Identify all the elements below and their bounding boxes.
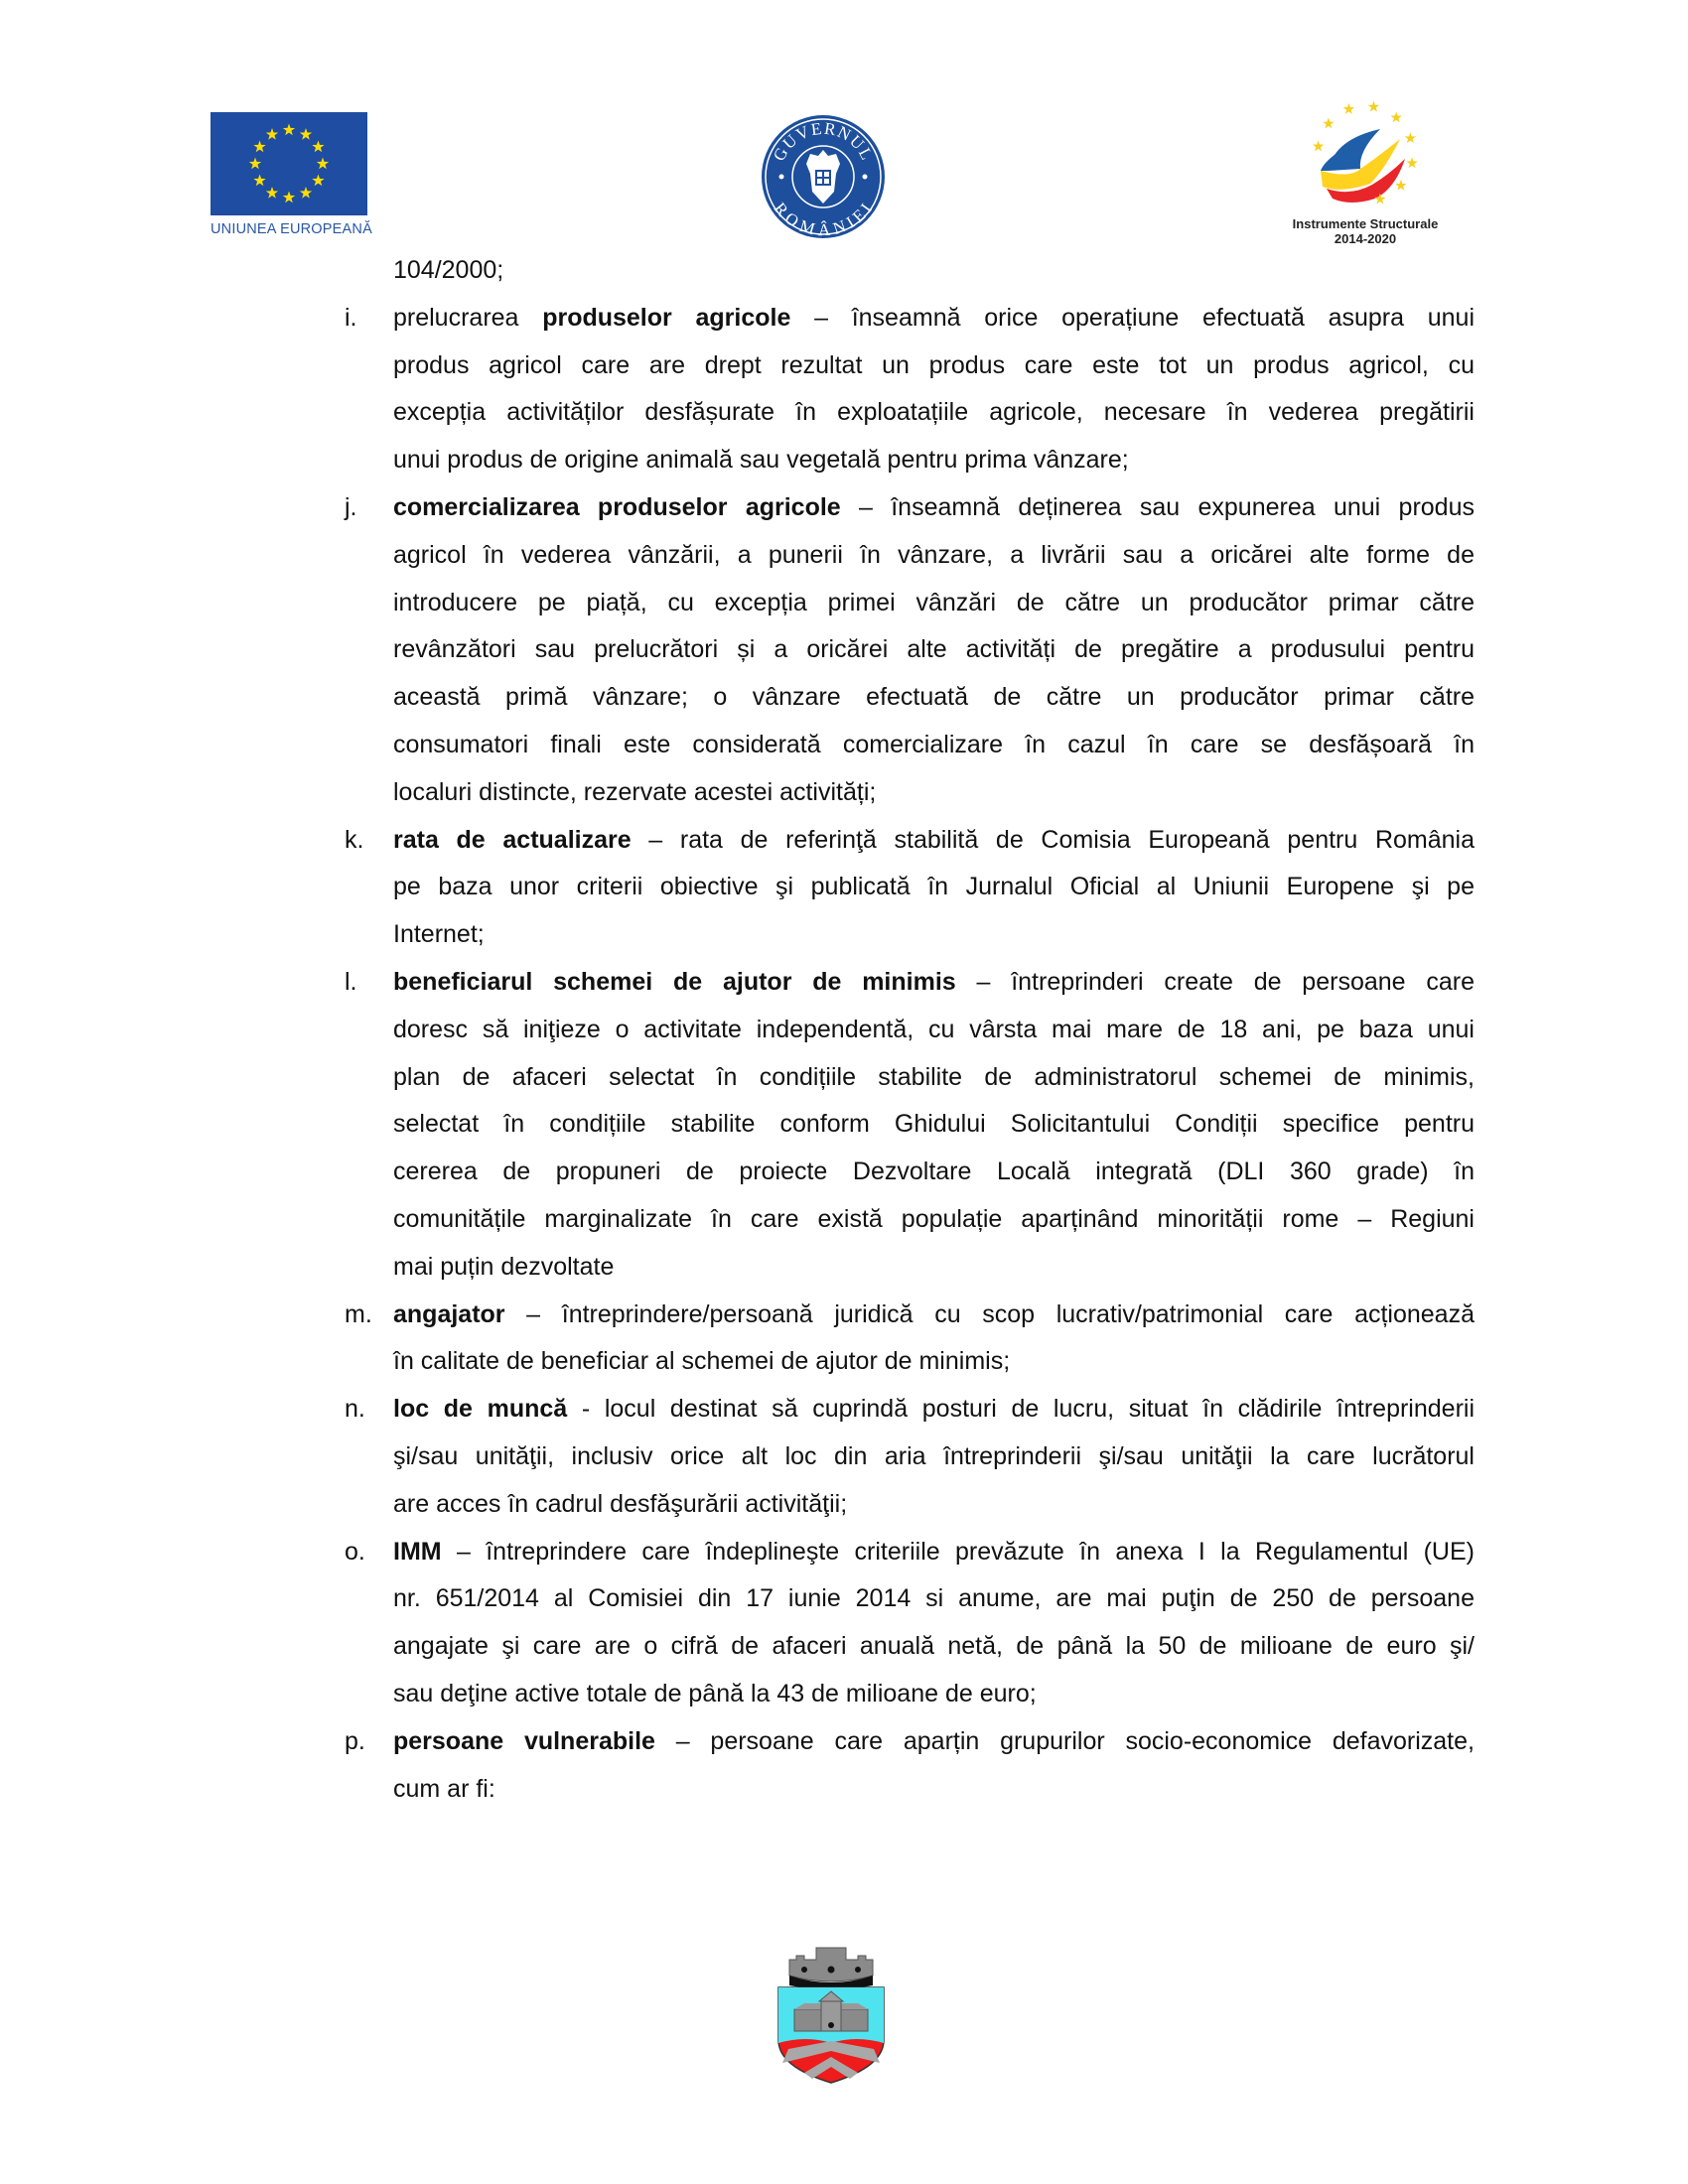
eu-star-icon — [266, 187, 278, 199]
list-item-j-line — [393, 682, 1475, 712]
eu-star-icon — [283, 124, 295, 136]
defined-term: IMM — [393, 1537, 442, 1566]
definition-text: selectat în condițiile stabilite conform Ghidului Solicitantului Condiții specifice pentru — [393, 1110, 1475, 1139]
list-marker: i. — [345, 303, 357, 332]
structural-instruments-icon — [1281, 99, 1450, 216]
definition-text: localuri distincte, rezervate acestei activități; — [393, 777, 877, 806]
eu-star-icon — [283, 192, 295, 204]
list-marker: p. — [345, 1726, 365, 1755]
definition-text: are acces în cadrul desfăşurării activităţii; — [393, 1489, 848, 1518]
list-item-l-line — [393, 1157, 1475, 1186]
definition-text: prelucrarea — [393, 303, 543, 332]
defined-term: loc de muncă — [393, 1395, 568, 1424]
is-star-icon — [1395, 180, 1406, 191]
definition-text: şi/sau unităţii, inclusiv orice alt loc din aria întreprinderii şi/sau unităţii la care lucrătorul — [393, 1442, 1475, 1470]
list-item-o-line — [393, 1583, 1475, 1613]
definition-text: plan de afaceri selectat în condițiile stabilite de administratorul schemei de minimis, — [393, 1062, 1475, 1091]
caption-line-2: 2014-2020 — [1334, 231, 1397, 246]
list-item-k-line — [345, 825, 1475, 855]
definition-text: doresc să iniţieze o activitate independentă, cu vârsta mai mare de 18 ani, pe baza unui — [393, 1015, 1475, 1043]
list-item-i-line — [393, 350, 1475, 380]
definition-text: introducere pe piață, cu excepția primei vânzări de către un producător primar către — [393, 588, 1475, 616]
definition-text: excepția activităților desfășurate în exploatațiile agricole, necesare în vederea pregătirii — [393, 398, 1475, 427]
definition-text: – persoane care aparțin grupurilor socio-economice defavorizate, — [654, 1726, 1475, 1755]
definition-text: consumatori finali este considerată comercializare în cazul în care se desfășoară în — [393, 731, 1475, 758]
list-item-o-line — [345, 1537, 1475, 1567]
defined-term: produselor agricole — [542, 303, 791, 332]
list-item-m-line — [345, 1299, 1475, 1329]
eu-flag-icon — [211, 112, 367, 215]
definition-text: sau deţine active totale de până la 43 de milioane de euro; — [393, 1680, 1037, 1707]
romanian-government-seal — [761, 114, 886, 239]
defined-term: rata de actualizare — [393, 825, 632, 854]
eu-star-icon — [253, 175, 265, 187]
eu-star-icon — [300, 128, 312, 140]
list-item-l-line — [345, 967, 1475, 997]
list-marker: j. — [345, 493, 357, 521]
structural-instruments-caption — [1281, 216, 1450, 246]
eu-logo — [211, 112, 372, 237]
definition-text: cererea de propuneri de proiecte Dezvoltare Locală integrată (DLI 360 grade) în — [393, 1158, 1475, 1186]
eu-star-icon — [266, 128, 278, 140]
list-marker: m. — [345, 1299, 372, 1328]
list-item-l-line — [393, 1015, 1475, 1044]
municipal-coat-of-arms — [774, 1946, 888, 2085]
list-item-j-line — [393, 588, 1475, 617]
is-star-icon — [1390, 112, 1401, 123]
definition-text: mai puțin dezvoltate — [393, 1252, 615, 1281]
is-star-icon — [1368, 101, 1379, 112]
is-star-icon — [1313, 140, 1324, 151]
is-star-icon — [1343, 103, 1354, 114]
eu-logo-caption: UNIUNEA EUROPEANĂ — [211, 221, 372, 237]
is-star-icon — [1406, 157, 1417, 168]
definition-text: – rata de referinţă stabilită de Comisia Europeană pentru România — [631, 825, 1475, 854]
continuation-line: 104/2000; — [393, 256, 504, 284]
definition-text: – întreprindere care îndeplineşte criteriile prevăzute în anexa I la Regulamentul (UE) — [441, 1537, 1475, 1566]
eu-star-icon — [312, 175, 324, 187]
definition-text: Internet; — [393, 920, 485, 949]
definition-text: cum ar fi: — [393, 1774, 495, 1803]
list-item-k-line — [393, 872, 1475, 901]
list-marker: o. — [345, 1537, 365, 1566]
list-item-o-line — [393, 1679, 1475, 1708]
definition-text: această primă vânzare; o vânzare efectuată de către un producător primar către — [393, 683, 1475, 712]
list-item-p-line — [393, 1774, 1475, 1804]
list-item-p-line — [345, 1726, 1475, 1756]
definition-text: – întreprinderi create de persoane care — [955, 968, 1475, 996]
list-marker: l. — [345, 968, 357, 996]
list-item-j-line — [393, 730, 1475, 759]
list-item-i-line — [393, 397, 1475, 427]
list-item-i-line — [345, 303, 1476, 333]
definition-text: agricol în vederea vânzării, a punerii în vânzare, a livrării sau a oricărei alte forme de — [393, 540, 1475, 569]
definition-text: – înseamnă deținerea sau expunerea unui produs — [840, 493, 1475, 521]
definition-text: pe baza unor criterii obiective şi publicată în Jurnalul Oficial al Uniunii Europene şi pe — [393, 873, 1475, 901]
definition-text: produs agricol care are drept rezultat un produs care este tot un produs agricol, cu — [393, 350, 1475, 379]
definition-text: comunitățile marginalizate în care există populație aparținând minorității rome – Regiuni — [393, 1205, 1475, 1233]
eu-stars-icon — [211, 112, 367, 215]
definition-text: în calitate de beneficiar al schemei de ajutor de minimis; — [393, 1347, 1011, 1376]
eu-star-icon — [312, 141, 324, 153]
list-item-o-line — [393, 1631, 1475, 1661]
list-item-i-line — [393, 445, 1475, 475]
definition-text: unui produs de origine animală sau vegetală pentru prima vânzare; — [393, 446, 1129, 475]
defined-term: persoane vulnerabile — [393, 1726, 655, 1755]
definition-text: angajate şi care are o cifră de afaceri anuală netă, de până la 50 de milioane de euro şi/ — [393, 1632, 1475, 1661]
list-item-j-line — [393, 777, 1475, 807]
list-item-j-line — [393, 634, 1475, 664]
eu-star-icon — [300, 187, 312, 199]
list-item-j-line — [393, 540, 1475, 570]
list-item-l-line — [393, 1204, 1475, 1234]
seal-bottom-text: ROMÂNIEI — [770, 199, 877, 239]
list-item-l-line — [393, 1252, 1475, 1282]
defined-term: angajator — [393, 1299, 505, 1328]
structural-instruments-logo — [1281, 99, 1450, 248]
list-item-m-line — [393, 1346, 1475, 1376]
is-star-icon — [1323, 118, 1334, 129]
caption-line-1: Instrumente Structurale — [1292, 216, 1439, 231]
list-marker: k. — [345, 825, 364, 854]
list-item-l-line — [393, 1109, 1475, 1139]
list-item-l-line — [393, 1062, 1475, 1092]
definition-text: nr. 651/2014 al Comisiei din 17 iunie 2014 si anume, are mai puţin de 250 de persoane — [393, 1584, 1475, 1613]
eu-star-icon — [253, 141, 265, 153]
defined-term: comercializarea produselor agricole — [393, 493, 841, 521]
eu-star-icon — [317, 158, 329, 170]
list-item-j-line — [345, 492, 1475, 522]
seal-top-text: GUVERNUL — [769, 118, 878, 165]
list-item-n-line — [345, 1394, 1476, 1424]
list-item-n-line — [393, 1441, 1475, 1471]
is-star-icon — [1405, 132, 1416, 143]
government-seal-icon — [761, 114, 886, 239]
definition-text: – înseamnă orice operațiune efectuată asupra unui — [790, 303, 1476, 332]
definition-text: revânzători sau prelucrători și a oricărei alte activități de pregătire a produsului pentru — [393, 635, 1475, 664]
defined-term: beneficiarul schemei de ajutor de minimis — [393, 968, 956, 996]
list-item-k-line — [393, 919, 1475, 949]
list-item-n-line — [393, 1489, 1475, 1519]
coat-of-arms-icon — [774, 1946, 888, 2085]
definition-text: - locul destinat să cuprindă posturi de lucru, situat în clădirile întreprinderii — [567, 1395, 1476, 1424]
list-marker: n. — [345, 1395, 365, 1424]
eu-star-icon — [249, 158, 261, 170]
definition-text: – întreprindere/persoană juridică cu scop lucrativ/patrimonial care acționează — [504, 1299, 1475, 1328]
